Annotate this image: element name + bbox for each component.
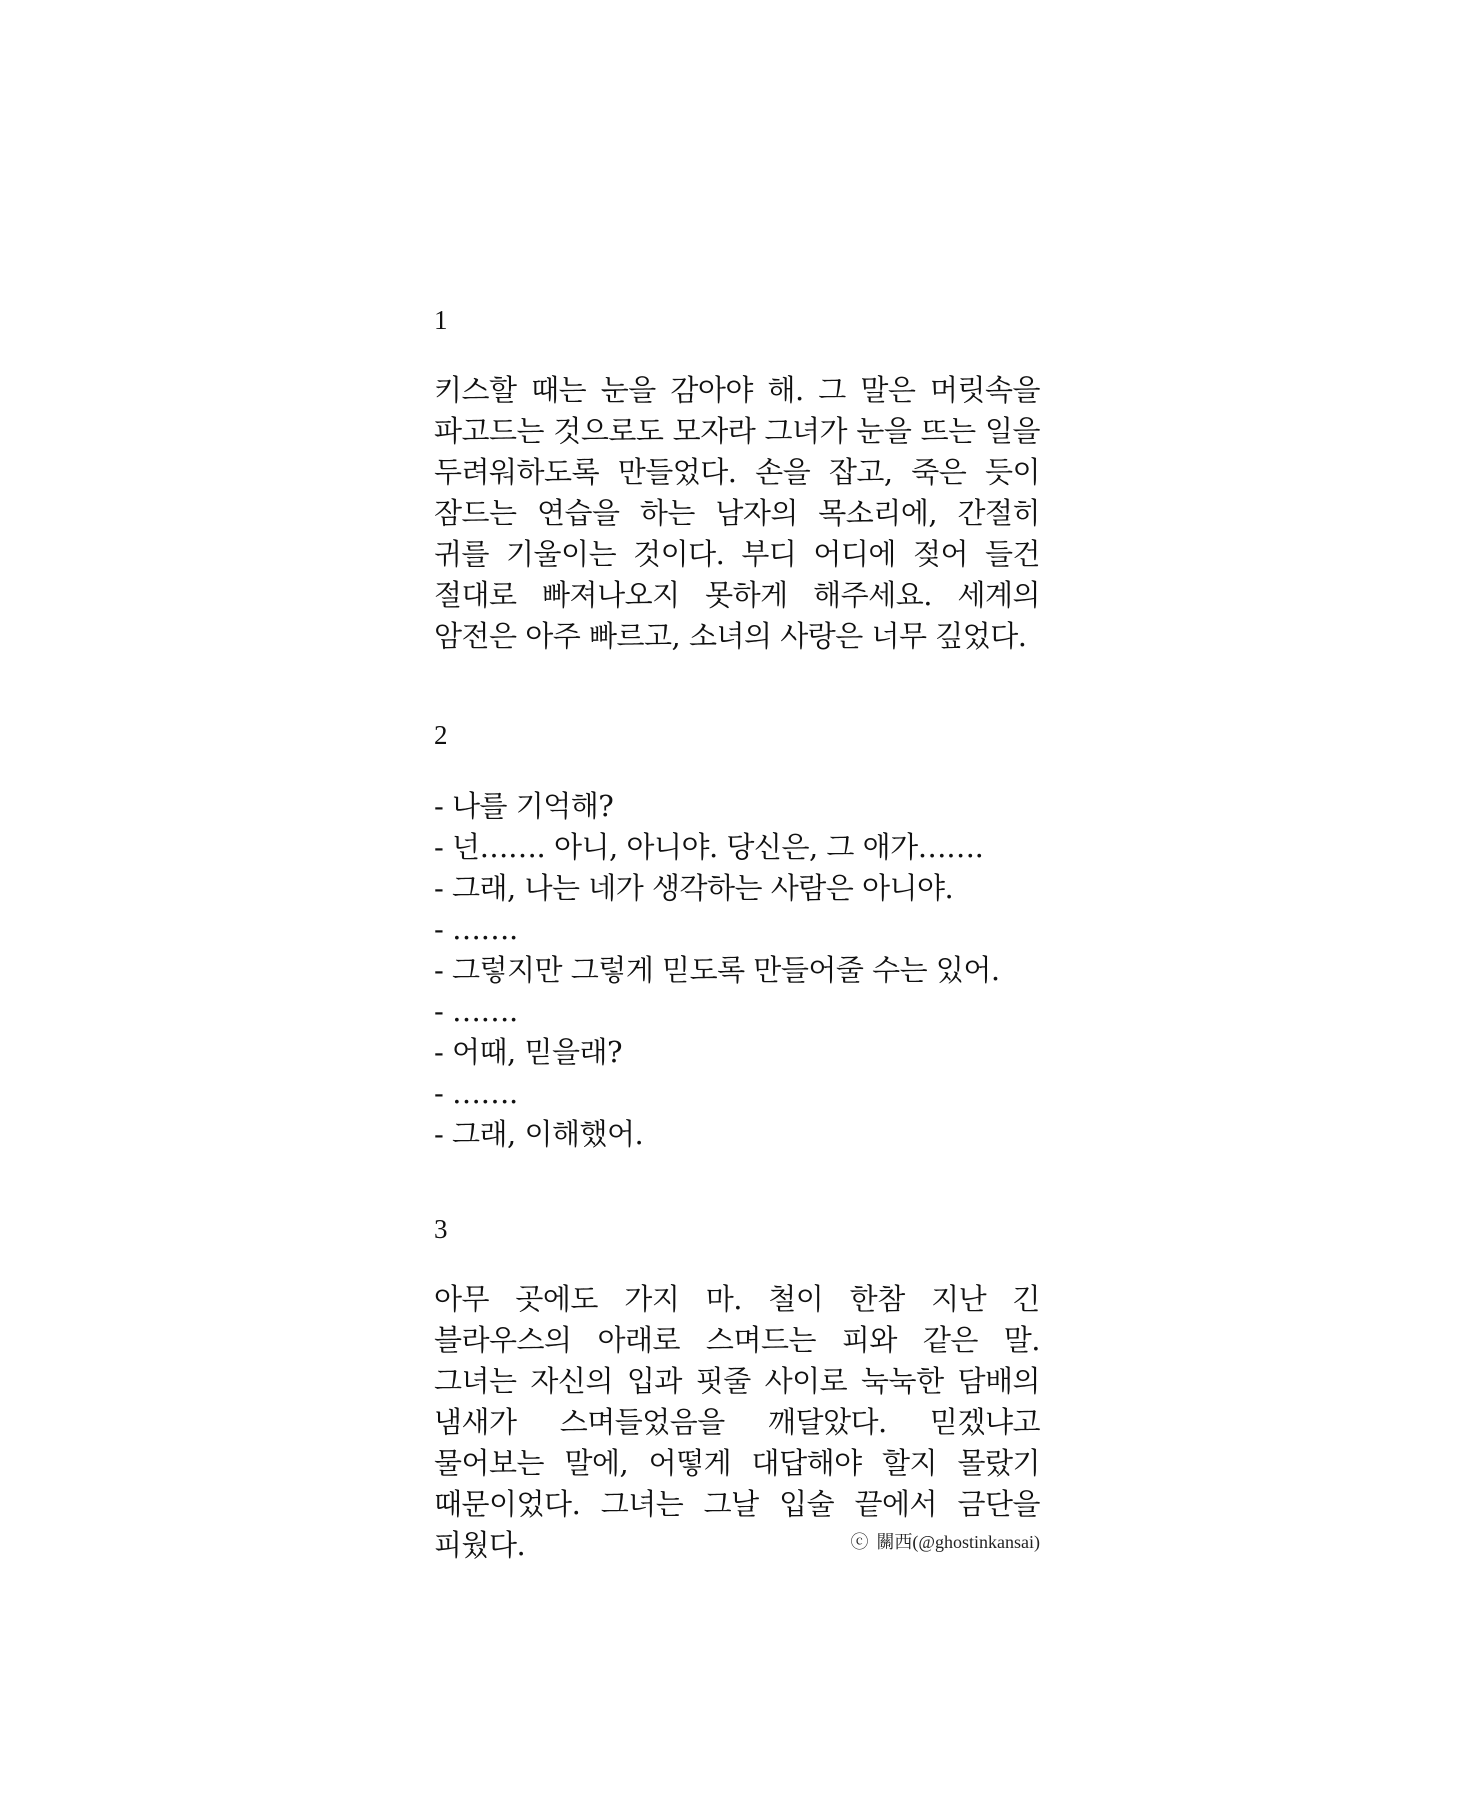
- section-spacer: [434, 657, 1040, 715]
- section-paragraph: 아무 곳에도 가지 마. 철이 한참 지난 긴 블라우스의 아래로 스며드는 피와 같은 말. 그녀는 자신의 입과 핏줄 사이로 눅눅한 담배의 냄새가 스며들었음을 깨달았다. 믿겠냐고 물어보는 말에, 어떻게 대답해야 할지 몰랐기 때문이었다. 그녀는 그날 입술 끝에서 금단을 피웠다.: [434, 1282, 1040, 1562]
- section-spacer: [434, 1155, 1040, 1209]
- document-page: [434, 300, 1040, 1566]
- dialogue-line: - 그렇지만 그렇게 믿도록 만들어줄 수는 있어.: [434, 953, 1000, 987]
- dialogue-line: - 어때, 믿을래?: [434, 1035, 623, 1069]
- dialogue-line: - 나를 기억해?: [434, 789, 614, 823]
- dialogue-line: - …….: [434, 994, 518, 1028]
- section-number: 1: [434, 305, 448, 335]
- section-number: 2: [434, 720, 448, 750]
- dialogue-line: - …….: [434, 912, 518, 946]
- dialogue-line: - 그래, 이해했어.: [434, 1117, 644, 1151]
- copyright-icon: ⓒ: [850, 1532, 869, 1552]
- section-paragraph: 키스할 때는 눈을 감아야 해. 그 말은 머릿속을 파고드는 것으로도 모자라 그녀가 눈을 뜨는 일을 두려워하도록 만들었다. 손을 잡고, 죽은 듯이 잠드는 연습을 하는 남자의 목소리에, 간절히 귀를 기울이는 것이다. 부디 어디에 젖어 들건 절대로 빠져나오지 못하게 해주세요. 세계의 암전은 아주 빠르고, 소녀의 사랑은 너무 깊었다.: [434, 373, 1040, 653]
- section-1: [434, 300, 1040, 657]
- copyright-notice: [850, 1530, 1040, 1554]
- section-2: [434, 715, 1040, 1155]
- section-3: [434, 1209, 1040, 1566]
- dialogue-list: [434, 786, 1040, 1155]
- dialogue-line: - 그래, 나는 네가 생각하는 사람은 아니야.: [434, 871, 954, 905]
- author-credit: 關西(@ghostinkansai): [876, 1532, 1040, 1552]
- dialogue-line: - 넌……. 아니, 아니야. 당신은, 그 애가…….: [434, 830, 984, 864]
- section-number: 3: [434, 1214, 448, 1244]
- dialogue-line: - …….: [434, 1076, 518, 1110]
